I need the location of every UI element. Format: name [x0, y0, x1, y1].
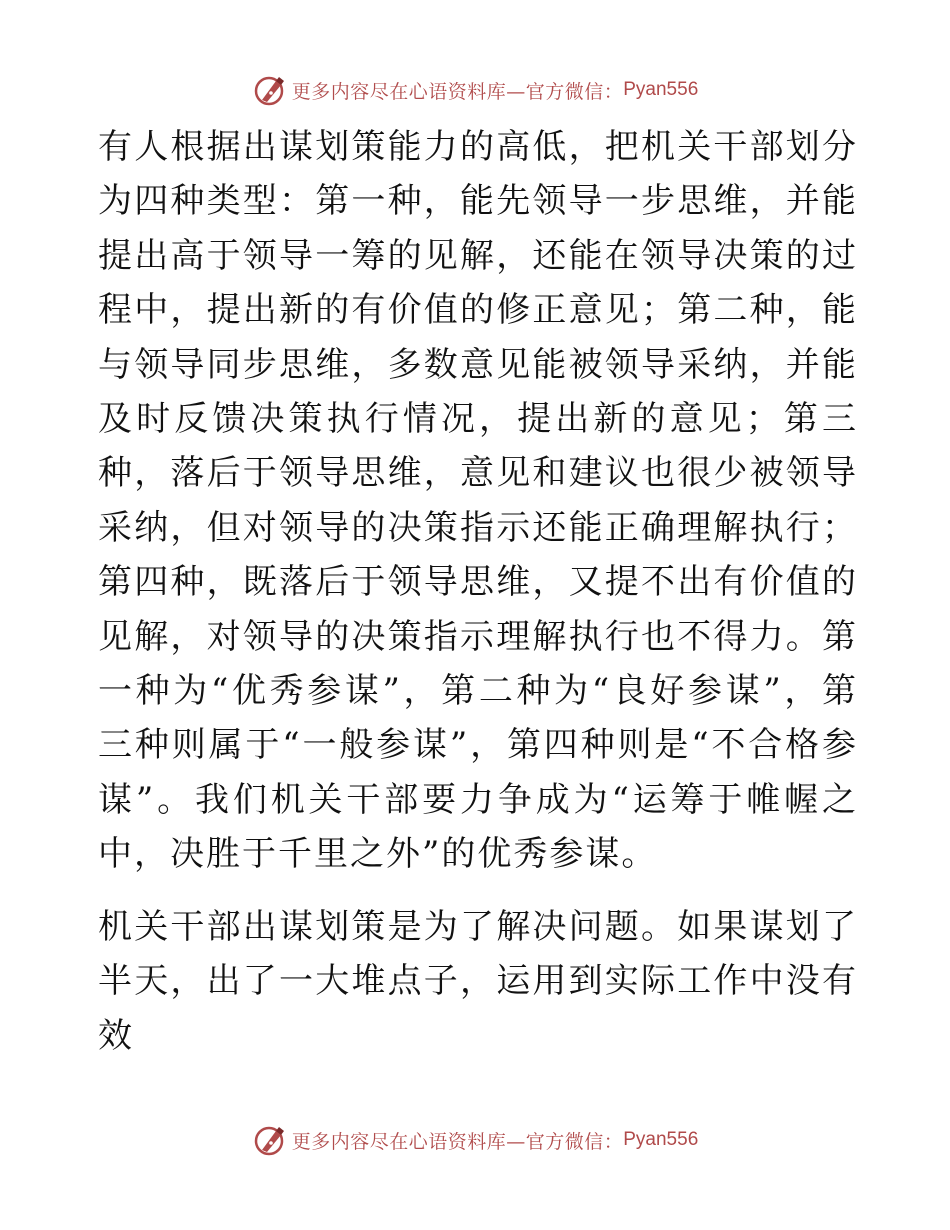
document-body	[98, 120, 858, 1081]
footer-banner	[0, 1120, 950, 1160]
paragraph: 有人根据出谋划策能力的高低，把机关干部划分为四种类型：第一种，能先领导一步思维，并能提出高于领导一筹的见解，还能在领导决策的过程中，提出新的有价值的修正意见；第二种，能与领导同步思维，多数意见能被领导采纳，并能及时反馈决策执行情况，提出新的意见；第三种，落后于领导思维，意见和建议也很少被领导采纳，但对领导的决策指示还能正确理解执行；第四种，既落后于领导思维，又提不出有价值的见解，对领导的决策指示理解执行也不得力。第一种为“优秀参谋”，第二种为“良好参谋”，第三种则属于“一般参谋”，第四种则是“不合格参谋”。我们机关干部要力争成为“运筹于帷幄之中，决胜于千里之外”的优秀参谋。	[98, 127, 858, 875]
banner-text: 更多内容尽在心语资料库—官方微信：	[291, 1130, 624, 1153]
banner-text: 更多内容尽在心语资料库—官方微信：	[291, 80, 624, 103]
banner-wechat-handle: Pyan556	[623, 1129, 699, 1150]
paragraph: 机关干部出谋划策是为了解决问题。如果谋划了半天，出了一大堆点子，运用到实际工作中没有效	[98, 906, 858, 1056]
pen-nib-seal-icon	[252, 1122, 288, 1158]
header-banner	[0, 70, 950, 110]
banner-wechat-handle: Pyan556	[623, 79, 699, 100]
pen-nib-seal-icon	[252, 72, 288, 108]
